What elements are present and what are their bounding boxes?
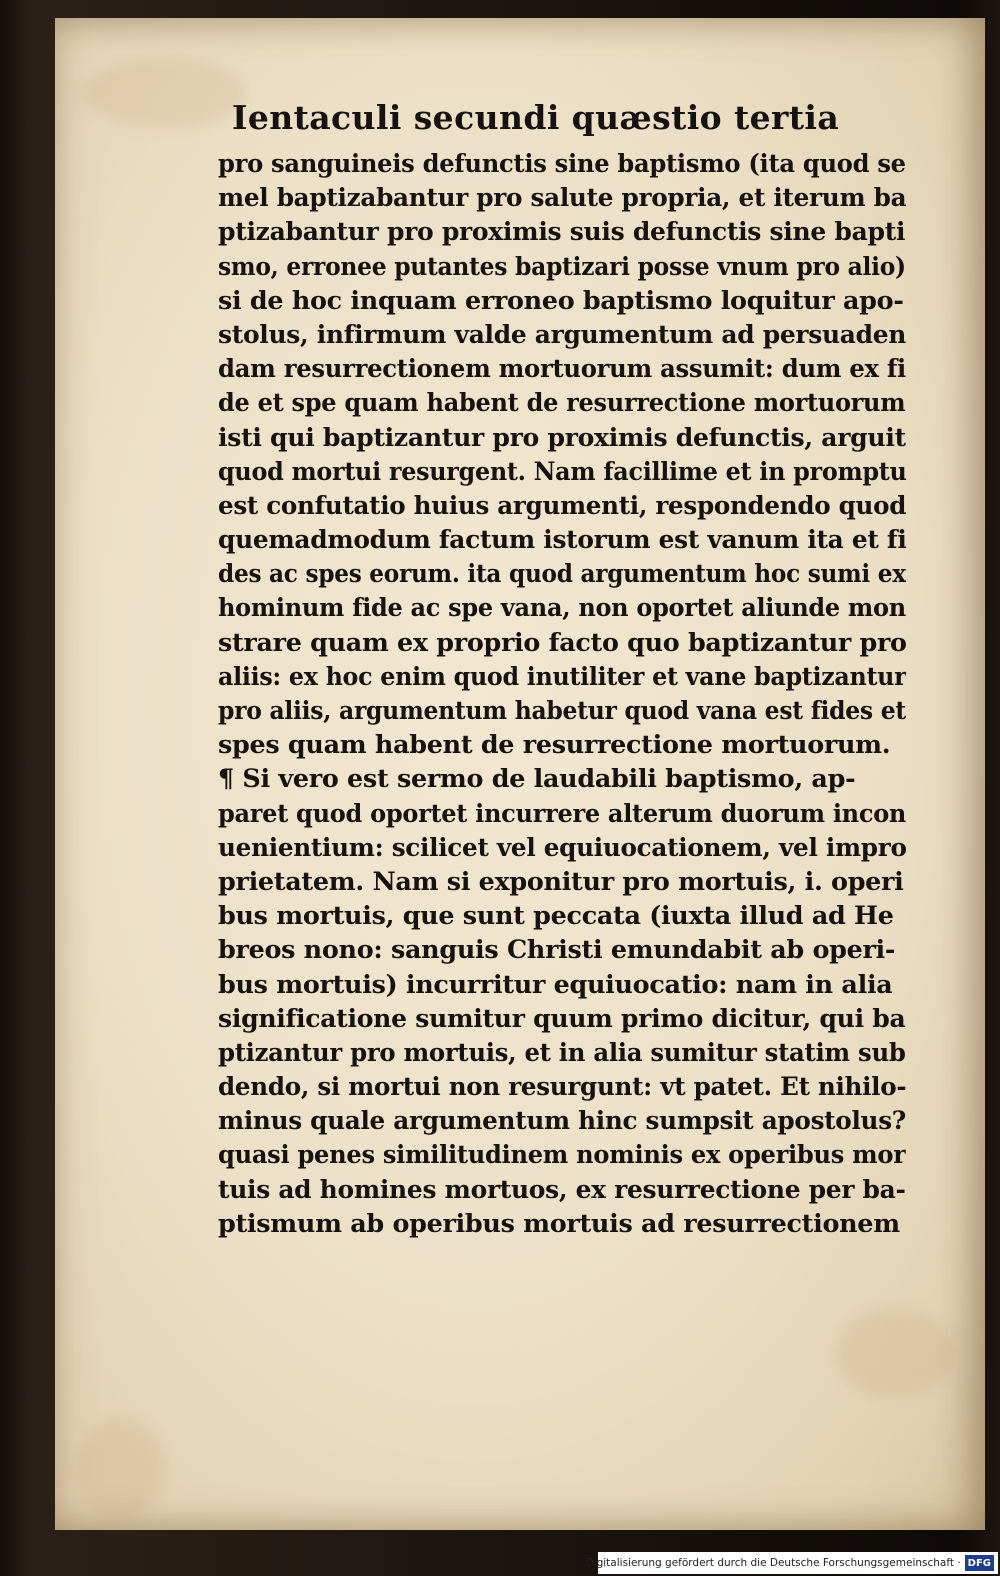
- text-line: ¶ Si vero est sermo de laudabili baptismo, ap-: [218, 764, 856, 795]
- text-line: stolus, infirmum valde argumentum ad persuaden: [218, 319, 906, 350]
- text-line: significatione sumitur quum primo dicitur, qui ba: [218, 1003, 906, 1034]
- text-line: spes quam habent de resurrectione mortuorum.: [218, 730, 891, 761]
- text-body: [218, 147, 908, 1241]
- text-line: quod mortui resurgent. Nam facillime et in promptu: [218, 456, 907, 487]
- text-line: ptizabantur pro proximis suis defunctis sine bapti: [218, 217, 906, 248]
- text-line: hominum fide ac spe vana, non oportet aliunde mon: [218, 593, 906, 624]
- text-line: si de hoc inquam erroneo baptismo loquitur apo-: [218, 285, 904, 316]
- digitization-footer: [585, 1552, 998, 1574]
- running-head: Ientaculi secundi quæstio tertia: [232, 98, 840, 137]
- text-line: prietatem. Nam si exponitur pro mortuis, i. operi: [218, 866, 904, 897]
- text-line: quasi penes similitudinem nominis ex operibus mor: [218, 1140, 906, 1171]
- funding-notice: Digitalisierung gefördert durch die Deutsche Forschungsgemeinschaft ·: [585, 1557, 961, 1569]
- text-line: mel baptizabantur pro salute propria, et iterum ba: [218, 183, 906, 214]
- page-stain: [75, 1418, 165, 1518]
- page-stain: [835, 1308, 955, 1398]
- text-line: breos nono: sanguis Christi emundabit ab operi-: [218, 935, 896, 966]
- text-line: paret quod oportet incurrere alterum duorum incon: [218, 798, 906, 829]
- text-line: de et spe quam habent de resurrectione mortuorum: [218, 388, 906, 419]
- text-line: quemadmodum factum istorum est vanum ita et fi: [218, 525, 907, 556]
- text-line: strare quam ex proprio facto quo baptizantur pro: [218, 627, 907, 658]
- text-line: ptismum ab operibus mortuis ad resurrectionem: [218, 1208, 900, 1239]
- text-line: minus quale argumentum hinc sumpsit apostolus?: [218, 1106, 906, 1137]
- text-line: des ac spes eorum. ita quod argumentum hoc sumi ex: [218, 559, 906, 590]
- text-line: pro aliis, argumentum habetur quod vana est fides et: [218, 696, 906, 726]
- text-line: pro sanguineis defunctis sine baptismo (ita quod se: [218, 149, 906, 179]
- text-line: uenientium: scilicet vel equiuocationem, vel impro: [218, 832, 907, 863]
- text-line: bus mortuis, que sunt peccata (iuxta illud ad He: [218, 901, 894, 932]
- text-line: ptizantur pro mortuis, et in alia sumitur statim sub: [218, 1037, 906, 1068]
- text-line: bus mortuis) incurritur equiuocatio: nam in alia: [218, 969, 893, 1000]
- text-line: isti qui baptizantur pro proximis defunctis, arguit: [218, 422, 906, 453]
- text-line: aliis: ex hoc enim quod inutiliter et vane baptizantur: [218, 661, 907, 692]
- text-line: dam resurrectionem mortuorum assumit: dum ex fi: [218, 354, 906, 385]
- text-line: smo, erronee putantes baptizari posse vnum pro alio): [218, 251, 906, 282]
- text-line: tuis ad homines mortuos, ex resurrectione per ba-: [218, 1174, 906, 1205]
- text-line: est confutatio huius argumenti, respondendo quod: [218, 490, 907, 521]
- text-line: dendo, si mortui non resurgunt: vt patet. Et nihilo-: [218, 1072, 907, 1103]
- page-stain: [85, 58, 245, 128]
- dfg-logo-icon: DFG: [965, 1555, 994, 1571]
